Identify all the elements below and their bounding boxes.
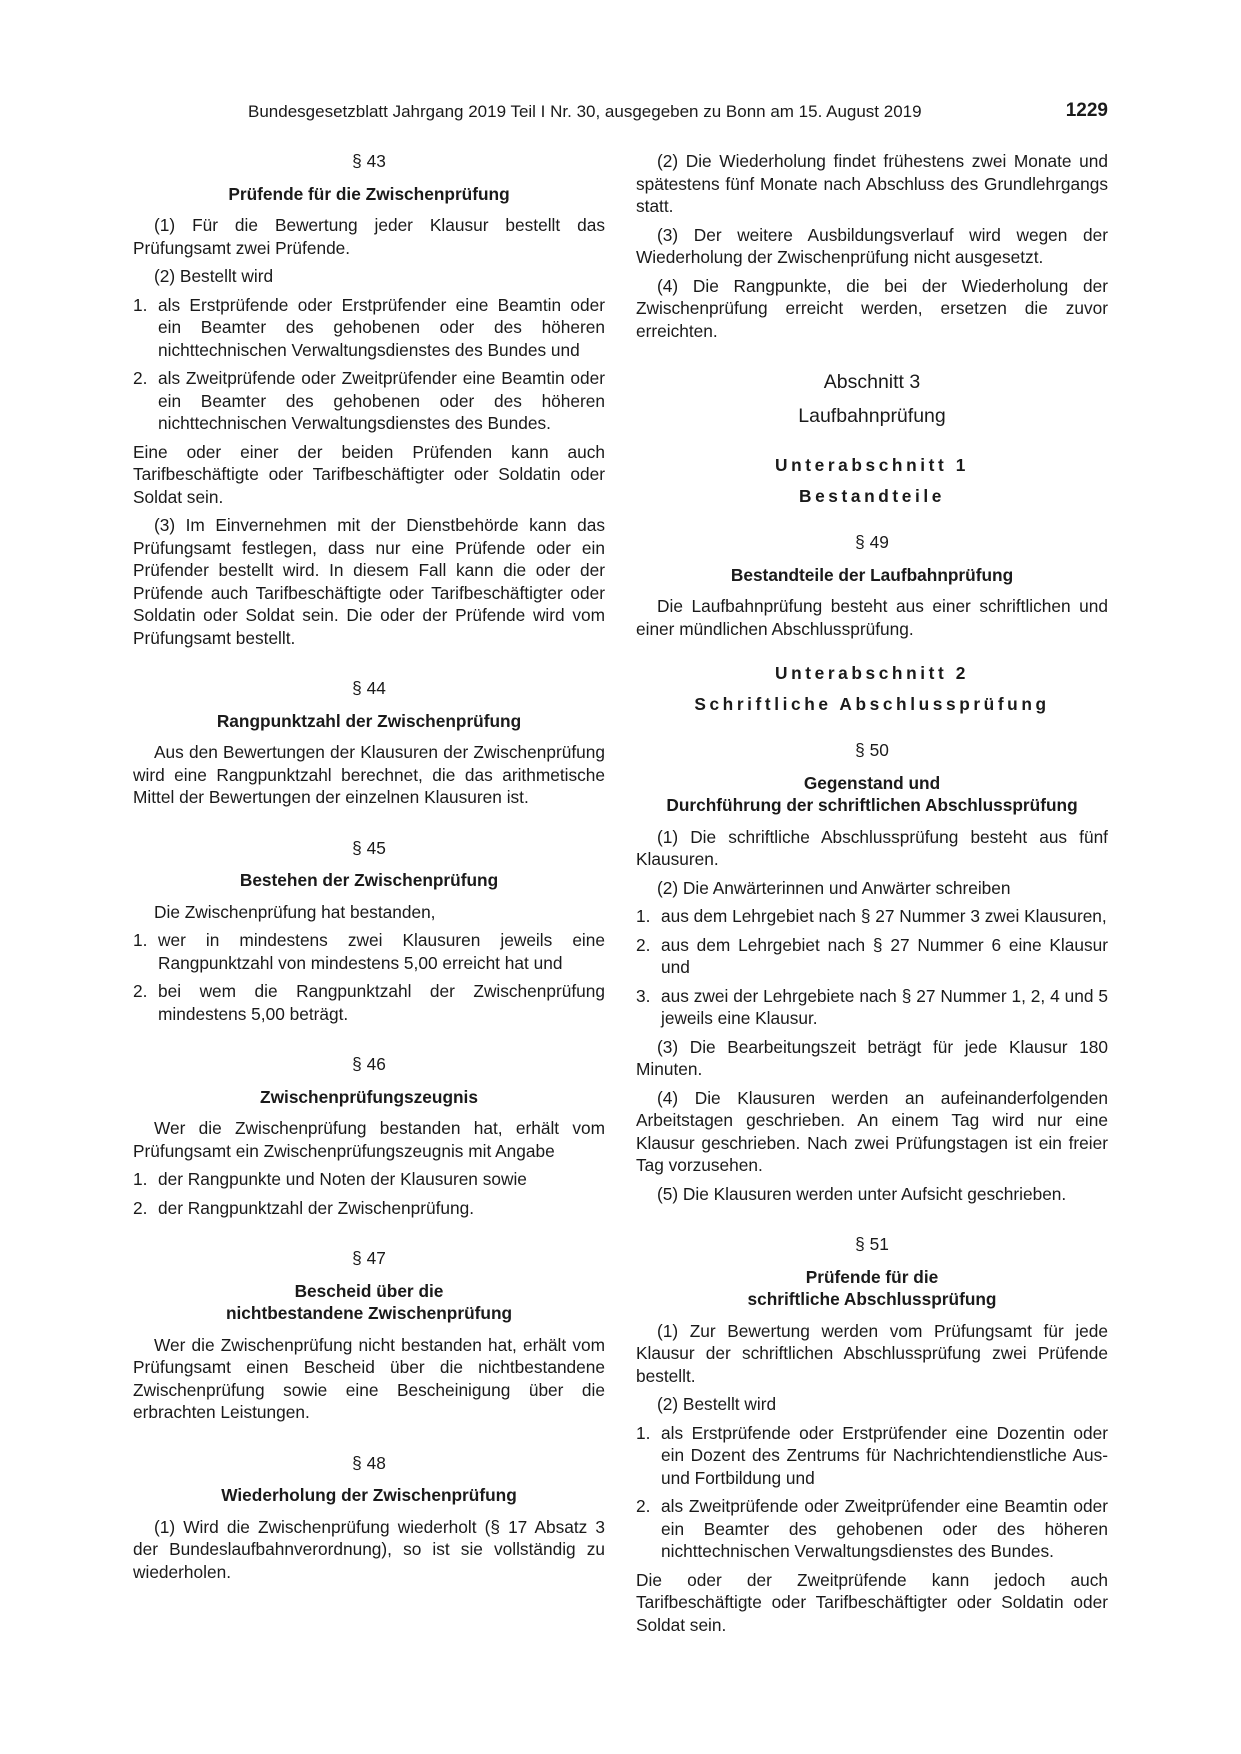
section-number: § 43 (352, 151, 386, 171)
subsection-label: Unterabschnitt 2 (775, 663, 969, 683)
header-text: Bundesgesetzblatt Jahrgang 2019 Teil I Nr. 30, ausgegeben zu Bonn am 15. August 2019 (248, 102, 922, 121)
list-number: 1. (636, 906, 651, 926)
list-number: 1. (133, 930, 148, 950)
paragraph: (4) Die Rangpunkte, die bei der Wiederholung der Zwischenprüfung erreicht werden, ersetzen die zuvor erreichten. (636, 275, 1108, 341)
chapter-title: Laufbahnprüfung (798, 405, 946, 427)
page-number: 1229 (1065, 100, 1108, 121)
paragraph: Wer die Zwischenprüfung bestanden hat, erhält vom Prüfungsamt ein Zwischenprüfungszeugnis mit Angabe (133, 1118, 605, 1161)
section-title: schriftliche Abschlussprüfung (747, 1289, 997, 1309)
paragraph: Die Laufbahnprüfung besteht aus einer schriftlichen und einer mündlichen Abschlussprüfung. (636, 596, 1108, 639)
paragraph: (3) Die Bearbeitungszeit beträgt für jede Klausur 180 Minuten. (636, 1036, 1108, 1079)
list-item (133, 294, 605, 362)
list-item (636, 985, 1108, 1030)
list-item (133, 367, 605, 435)
paragraph: Aus den Bewertungen der Klausuren der Zwischenprüfung wird eine Rangpunktzahl berechnet, die das arithmetische Mittel der Bewertungen der einzelnen Klausuren ist. (133, 742, 605, 807)
list-text: aus dem Lehrgebiet nach § 27 Nummer 3 zwei Klausuren, (661, 906, 1107, 926)
list-text: aus zwei der Lehrgebiete nach § 27 Nummer 1, 2, 4 und 5 jeweils eine Klausur. (661, 985, 1108, 1028)
page-header (248, 100, 1108, 126)
list-text: aus dem Lehrgebiet nach § 27 Nummer 6 eine Klausur und (661, 934, 1108, 977)
chapter-label: Abschnitt 3 (823, 371, 921, 393)
list-item (133, 1197, 605, 1220)
section-title: Gegenstand und (803, 772, 941, 793)
paragraph: (2) Die Anwärterinnen und Anwärter schreiben (657, 877, 1011, 898)
section-title: Wiederholung der Zwischenprüfung (221, 1485, 517, 1505)
section-title: Bescheid über die (294, 1280, 444, 1301)
section-46 (133, 1053, 605, 1219)
section-number: § 46 (352, 1054, 386, 1074)
section-number: § 44 (352, 678, 386, 698)
paragraph: Die Zwischenprüfung hat bestanden, (154, 901, 436, 922)
section-50 (636, 739, 1108, 1205)
right-column (636, 150, 1108, 1642)
list-text: als Erstprüfende oder Erstprüfender eine Dozentin oder ein Dozent des Zentrums für Nachrichtendienstliche Aus- und Fortbildung und (661, 1422, 1108, 1488)
subsection-title: Schriftliche Abschlussprüfung (694, 693, 1050, 714)
list-item (133, 1168, 605, 1191)
list-text: der Rangpunkte und Noten der Klausuren sowie (158, 1169, 527, 1189)
list-number: 2. (636, 934, 651, 955)
paragraph: Wer die Zwischenprüfung nicht bestanden hat, erhält vom Prüfungsamt einen Bescheid über die nichtbestandene Zwischenprüfung sowie eine Bescheinigung über die erbrachten Leistungen. (133, 1334, 605, 1422)
section-title: Bestandteile der Laufbahnprüfung (730, 564, 1014, 585)
section-number: § 49 (855, 532, 889, 552)
section-number: § 45 (352, 837, 386, 858)
section-title: Prüfende für die Zwischenprüfung (228, 183, 510, 204)
list-number: 2. (133, 368, 148, 388)
section-44 (133, 677, 605, 809)
section-45 (133, 837, 605, 1026)
paragraph: (2) Bestellt wird (657, 1394, 777, 1414)
section-number: § 47 (352, 1248, 386, 1268)
section-43 (133, 150, 605, 649)
list-text: bei wem die Rangpunktzahl der Zwischenprüfung mindestens 5,00 beträgt. (158, 981, 605, 1024)
left-column (133, 150, 605, 1589)
list-item (133, 980, 605, 1025)
paragraph: Die oder der Zweitprüfende kann jedoch auch Tarifbeschäftigte oder Tarifbeschäftigter oder Soldatin oder Soldat sein. (636, 1569, 1108, 1635)
paragraph: (4) Die Klausuren werden an aufeinanderfolgenden Arbeitstagen geschrieben. An einem Tag wird nur eine Klausur geschrieben. Nach zwei Prüfungstagen ist ein freier Tag vorzusehen. (636, 1087, 1108, 1175)
list-text: als Erstprüfende oder Erstprüfender eine Beamtin oder ein Beamter des gehobenen oder des höheren nichttechnischen Verwaltungsdienstes des Bundes und (158, 294, 605, 360)
section-47 (133, 1247, 605, 1424)
list-text: der Rangpunktzahl der Zwischenprüfung. (158, 1197, 475, 1218)
paragraph: (2) Bestellt wird (154, 266, 274, 286)
section-number: § 48 (352, 1452, 386, 1473)
list-item (636, 934, 1108, 979)
subsection-label: Unterabschnitt 1 (775, 455, 969, 475)
section-48-continued (636, 150, 1108, 342)
list-number: 1. (133, 1169, 148, 1189)
section-number: § 50 (855, 740, 889, 760)
section-title: Rangpunktzahl der Zwischenprüfung (216, 710, 522, 731)
list-text: wer in mindestens zwei Klausuren jeweils eine Rangpunktzahl von mindestens 5,00 erreicht hat und (158, 930, 605, 973)
paragraph: (1) Die schriftliche Abschlussprüfung besteht aus fünf Klausuren. (636, 826, 1108, 869)
section-title: nichtbestandene Zwischenprüfung (225, 1303, 513, 1323)
section-49 (636, 531, 1108, 640)
list-item (133, 929, 605, 974)
section-title: Zwischenprüfungszeugnis (260, 1086, 478, 1107)
list-number: 2. (636, 1496, 651, 1516)
section-title: Bestehen der Zwischenprüfung (239, 870, 499, 890)
list-item (636, 1422, 1108, 1490)
section-51 (636, 1233, 1108, 1636)
list-item (636, 1495, 1108, 1563)
paragraph: (2) Die Wiederholung findet frühestens zwei Monate und spätestens fünf Monate nach Abschluss des Grundlehrgangs statt. (636, 151, 1108, 216)
list-number: 1. (636, 1422, 651, 1443)
paragraph: (1) Für die Bewertung jeder Klausur bestellt das Prüfungsamt zwei Prüfende. (133, 215, 605, 258)
paragraph: (1) Wird die Zwischenprüfung wiederholt (§ 17 Absatz 3 der Bundeslaufbahnverordnung), so ist sie vollständig zu wiederholen. (133, 1516, 605, 1582)
paragraph: (3) Im Einvernehmen mit der Dienstbehörde kann das Prüfungsamt festlegen, dass nur eine Prüfende oder ein Prüfender bestellt wird. In diesem Fall kann die oder der Prüfende auch Tarifbeschäftigte oder Tarifbeschäftigter oder Soldatin oder Soldat sein. Die oder der Prüfende wird vom Prüfungsamt bestellt. (133, 515, 605, 648)
section-number: § 51 (855, 1234, 889, 1254)
list-number: 3. (636, 985, 651, 1006)
section-48 (133, 1452, 605, 1584)
paragraph: (1) Zur Bewertung werden vom Prüfungsamt für jede Klausur der schriftlichen Abschlussprüfung zwei Prüfende bestellt. (636, 1320, 1108, 1386)
list-number: 2. (133, 981, 148, 1001)
list-number: 2. (133, 1197, 148, 1218)
list-text: als Zweitprüfende oder Zweitprüfender eine Beamtin oder ein Beamter des gehobenen oder des höheren nichttechnischen Verwaltungsdienstes des Bundes. (661, 1496, 1108, 1561)
paragraph: (5) Die Klausuren werden unter Aufsicht geschrieben. (657, 1183, 1067, 1204)
paragraph: Eine oder einer der beiden Prüfenden kann auch Tarifbeschäftigte oder Tarifbeschäftigter oder Soldatin oder Soldat sein. (133, 441, 605, 507)
list-text: als Zweitprüfende oder Zweitprüfender eine Beamtin oder ein Beamter des gehobenen oder des höheren nichttechnischen Verwaltungsdienstes des Bundes. (158, 368, 605, 433)
list-number: 1. (133, 294, 148, 315)
subsection-title: Bestandteile (799, 485, 945, 506)
paragraph: (3) Der weitere Ausbildungsverlauf wird wegen der Wiederholung der Zwischenprüfung nicht ausgesetzt. (636, 224, 1108, 267)
list-item (636, 905, 1108, 928)
section-title: Prüfende für die (805, 1266, 939, 1287)
section-title: Durchführung der schriftlichen Abschlussprüfung (666, 795, 1078, 815)
